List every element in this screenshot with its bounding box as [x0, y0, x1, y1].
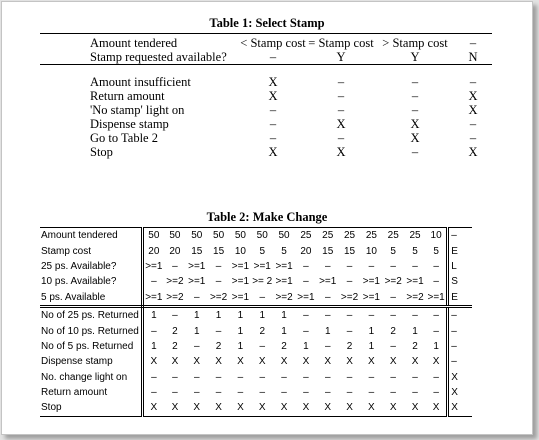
table-cell: –	[390, 340, 396, 352]
table-cell: 1	[412, 325, 418, 337]
row-label: 25 ps. Available?	[40, 259, 142, 274]
table-cell: –	[172, 310, 178, 322]
table-row	[40, 385, 472, 400]
table-cell: X	[432, 356, 440, 368]
table-cell: 1	[237, 340, 244, 352]
table-cell: >=2	[273, 290, 295, 307]
table-cell: –	[433, 387, 439, 399]
table-cell: 1	[368, 325, 375, 337]
table-cell: –	[390, 260, 396, 272]
table-cell: 1	[281, 310, 287, 322]
table-cell: –	[240, 50, 306, 65]
table-cell: L	[448, 259, 472, 274]
table-cell: X	[411, 356, 419, 368]
table-cell: –	[346, 387, 353, 399]
table-cell: –	[448, 354, 472, 369]
table-cell: –	[172, 387, 178, 399]
table-cell: –	[303, 276, 309, 288]
table-cell: E	[448, 290, 472, 307]
table-cell: >=1	[275, 260, 293, 272]
table-cell: –	[337, 75, 345, 89]
table-cell: –	[151, 387, 157, 399]
table-cell: 5	[259, 245, 266, 257]
table-cell: –	[303, 310, 309, 322]
row-label: Amount tendered	[40, 34, 240, 51]
table-cell: –	[337, 89, 345, 103]
table-cell: 1	[237, 310, 244, 322]
table-cell: 50	[142, 228, 164, 244]
table-cell: –	[448, 228, 472, 244]
table-cell: –	[368, 387, 375, 399]
table-cell: X	[468, 103, 478, 117]
row-label: 'No stamp' light on	[90, 103, 185, 117]
table-cell: X	[317, 400, 339, 416]
table-cell: –	[469, 75, 477, 89]
table-cell: X	[273, 400, 295, 416]
table-cell: –	[251, 290, 273, 307]
row-label: Stop	[90, 145, 113, 159]
table-cell: X	[150, 356, 158, 368]
table-cell: 2	[172, 340, 178, 352]
table-cell: –	[237, 387, 244, 399]
table-cell: X	[404, 400, 426, 416]
row-label: Stop	[40, 400, 142, 416]
table-cell: –	[411, 75, 419, 89]
table-cell: –	[412, 371, 418, 383]
table-cell: 15	[322, 245, 334, 257]
spacer-cell	[454, 65, 492, 76]
table-cell: X	[164, 400, 186, 416]
table-cell: >=1	[253, 260, 271, 272]
table-cell: 15	[191, 245, 203, 257]
table-cell: X	[448, 400, 472, 416]
table-cell: –	[269, 103, 277, 117]
table-cell: 1	[193, 325, 200, 337]
document-page	[1, 1, 533, 435]
row-label: Return amount	[90, 89, 165, 103]
table-cell: X	[251, 400, 273, 416]
table-cell: 2	[346, 340, 353, 352]
table-cell: –	[390, 371, 396, 383]
table-cell: X	[426, 400, 448, 416]
table-cell: –	[215, 371, 222, 383]
table-cell: –	[259, 371, 266, 383]
table-cell: 1	[368, 340, 375, 352]
table-cell: –	[337, 103, 345, 117]
table-cell: –	[259, 340, 266, 352]
table-cell: 1	[324, 325, 331, 337]
table-cell: –	[382, 290, 404, 307]
table-cell: –	[303, 387, 309, 399]
row-label: No. change light on	[40, 370, 142, 385]
table-cell: –	[281, 371, 287, 383]
table-row	[40, 306, 472, 323]
table-cell: X	[410, 117, 420, 131]
table-cell: –	[346, 325, 353, 337]
table-cell: >=2	[384, 276, 402, 288]
table-cell: X	[468, 145, 478, 159]
spacer-cell	[240, 65, 306, 76]
table-cell: –	[346, 276, 353, 288]
table-cell: –	[412, 387, 418, 399]
table-cell: X	[258, 356, 266, 368]
table-cell: –	[324, 340, 331, 352]
spacer-cell	[40, 65, 240, 76]
table-cell: X	[410, 131, 420, 145]
table-row	[40, 131, 492, 145]
table-cell: 10	[234, 245, 246, 257]
table-cell: X	[339, 400, 361, 416]
table-cell: 25	[404, 228, 426, 244]
spacer-row	[40, 65, 492, 76]
table-cell: 25	[360, 228, 382, 244]
table-cell: –	[346, 260, 353, 272]
table-cell: 2	[172, 325, 178, 337]
table-cell: –	[303, 371, 309, 383]
table-cell: X	[360, 400, 382, 416]
table-cell: 1	[151, 310, 157, 322]
table-cell: –	[448, 306, 472, 323]
table-cell: 2	[215, 340, 222, 352]
table-cell: 25	[317, 228, 339, 244]
table-cell: –	[324, 371, 331, 383]
table-cell: –	[433, 325, 439, 337]
table1-body	[40, 34, 492, 160]
table-row	[40, 339, 472, 354]
table-cell: –	[172, 371, 178, 383]
table-cell: 20	[148, 245, 160, 257]
table-cell: –	[193, 371, 200, 383]
table-cell: X	[389, 356, 397, 368]
table-cell: 5	[390, 245, 396, 257]
table-cell: –	[448, 339, 472, 354]
table-cell: –	[215, 276, 222, 288]
table-cell: 1	[215, 310, 222, 322]
table-cell: X	[268, 145, 278, 159]
table-cell: >=1	[295, 290, 317, 307]
table-cell: 20	[300, 245, 312, 257]
row-label: No of 25 ps. Returned	[40, 306, 142, 323]
table-cell: X	[171, 356, 179, 368]
table-cell: Y	[376, 50, 454, 65]
table-cell: –	[412, 260, 418, 272]
table-cell: >=2	[166, 276, 184, 288]
table-cell: X	[448, 385, 472, 400]
table-row	[40, 89, 492, 103]
table-cell: 1	[303, 340, 309, 352]
table-cell: X	[336, 145, 346, 159]
table-cell: –	[317, 290, 339, 307]
table-cell: X	[280, 356, 288, 368]
table-row	[40, 117, 492, 131]
table-row	[40, 354, 472, 369]
table-cell: –	[269, 131, 277, 145]
table-row	[40, 370, 472, 385]
table-cell: –	[186, 290, 208, 307]
table-cell: 1	[237, 325, 244, 337]
table-row	[40, 259, 472, 274]
table-cell: –	[193, 340, 200, 352]
table-cell: >=2	[404, 290, 426, 307]
table-cell: –	[151, 371, 157, 383]
table-cell: –	[346, 310, 353, 322]
table-cell: –	[454, 34, 492, 51]
row-label: Return amount	[40, 385, 142, 400]
table-cell: >=1	[362, 276, 380, 288]
table-cell: –	[368, 260, 375, 272]
row-label: No of 10 ps. Returned	[40, 323, 142, 338]
table-cell: –	[469, 117, 477, 131]
table-cell: 25	[339, 228, 361, 244]
table-cell: >= 2	[252, 276, 273, 288]
table-cell: X	[142, 400, 164, 416]
table-cell: X	[268, 75, 278, 89]
table-row	[40, 103, 492, 117]
table-cell: –	[172, 260, 178, 272]
table-cell: –	[433, 260, 439, 272]
table-cell: –	[151, 325, 157, 337]
table-cell: 5	[433, 245, 439, 257]
table-cell: –	[433, 276, 439, 288]
table-cell: X	[193, 356, 201, 368]
table-cell: X	[336, 117, 346, 131]
table-cell: –	[324, 387, 331, 399]
table-cell: –	[390, 387, 396, 399]
table-cell: 1	[433, 340, 439, 352]
table-cell: X	[346, 356, 353, 368]
table-row	[40, 75, 492, 89]
table-cell: –	[368, 310, 375, 322]
table-cell: > Stamp cost	[376, 34, 454, 51]
table-cell: 2	[412, 340, 418, 352]
table-cell: –	[324, 310, 331, 322]
table-cell: –	[433, 371, 439, 383]
table-cell: 50	[251, 228, 273, 244]
table-cell: –	[151, 276, 157, 288]
row-label: Amount insufficient	[90, 75, 191, 89]
table1-select-stamp	[40, 33, 492, 159]
row-label: Amount tendered	[40, 228, 142, 244]
table-cell: 5	[412, 245, 418, 257]
table-cell: < Stamp cost	[240, 34, 306, 51]
table2-make-change	[40, 227, 472, 417]
table-cell: 10	[365, 245, 377, 257]
table-cell: >=2	[164, 290, 186, 307]
table-cell: 2	[390, 325, 396, 337]
table-cell: X	[468, 89, 478, 103]
table-cell: X	[448, 370, 472, 385]
table-cell: >=1	[275, 276, 293, 288]
table-row	[40, 145, 492, 159]
table-cell: S	[448, 274, 472, 289]
table-cell: >=1	[142, 290, 164, 307]
table-cell: –	[215, 325, 222, 337]
table-cell: 50	[230, 228, 252, 244]
table-cell: X	[268, 89, 278, 103]
table-cell: 50	[186, 228, 208, 244]
table-cell: –	[448, 323, 472, 338]
table-cell: X	[368, 356, 375, 368]
table-cell: X	[237, 356, 244, 368]
table-cell: X	[295, 400, 317, 416]
table-cell: >=1	[145, 260, 163, 272]
table-row	[40, 50, 492, 65]
table-cell: –	[193, 387, 200, 399]
table-cell: –	[411, 103, 419, 117]
table-cell: 2	[259, 325, 266, 337]
table-cell: –	[259, 387, 266, 399]
table-cell: –	[269, 117, 277, 131]
table-cell: 1	[259, 310, 266, 322]
table-cell: 1	[193, 310, 200, 322]
table-cell: –	[412, 310, 418, 322]
table-cell: –	[281, 387, 287, 399]
table-cell: 1	[281, 325, 287, 337]
table-cell: >=1	[231, 260, 250, 272]
table-cell: –	[337, 131, 345, 145]
table-cell: >=1	[360, 290, 382, 307]
table-cell: 5	[281, 245, 287, 257]
table-cell: >=2	[208, 290, 230, 307]
table-cell: >=1	[231, 276, 250, 288]
table-cell: 25	[295, 228, 317, 244]
table-row	[40, 228, 472, 244]
row-label: Dispense stamp	[90, 117, 169, 131]
table2-body	[40, 228, 472, 417]
table-cell: X	[208, 400, 230, 416]
table-row	[40, 34, 492, 51]
row-label: Go to Table 2	[90, 131, 158, 145]
table-cell: 15	[343, 245, 356, 257]
table-cell: –	[411, 145, 419, 159]
table-cell: 20	[169, 245, 181, 257]
table-cell: >=1	[188, 276, 206, 288]
table-cell: –	[433, 310, 439, 322]
table-cell: –	[411, 89, 419, 103]
table-cell: X	[215, 356, 222, 368]
table-cell: X	[324, 356, 332, 368]
table-cell: –	[303, 325, 309, 337]
table-cell: = Stamp cost	[306, 34, 376, 51]
table-row	[40, 290, 472, 307]
table2-caption: Table 2: Make Change	[206, 210, 328, 224]
table-cell: >=1	[319, 276, 337, 288]
row-label: 10 ps. Available?	[40, 274, 142, 289]
spacer-cell	[306, 65, 376, 76]
table-cell: –	[324, 260, 331, 272]
row-label: Stamp cost	[40, 243, 142, 258]
table-row	[40, 323, 472, 338]
table-cell: Y	[306, 50, 376, 65]
row-label: No of 5 ps. Returned	[40, 339, 142, 354]
table-cell: –	[215, 387, 222, 399]
table-cell: E	[448, 243, 472, 258]
table-cell: –	[346, 371, 353, 383]
row-label: 5 ps. Available	[40, 290, 142, 307]
table-cell: –	[390, 310, 396, 322]
table-row	[40, 243, 472, 258]
table-cell: –	[368, 371, 375, 383]
table-row	[40, 274, 472, 289]
table1-caption: Table 1: Select Stamp	[209, 16, 325, 30]
table-cell: –	[215, 260, 222, 272]
spacer-cell	[376, 65, 454, 76]
table-cell: N	[454, 50, 492, 65]
table-cell: 50	[208, 228, 230, 244]
table-cell: 10	[426, 228, 448, 244]
table-cell: –	[303, 260, 309, 272]
table-cell: –	[237, 371, 244, 383]
table-cell: 25	[382, 228, 404, 244]
table-cell: X	[186, 400, 208, 416]
table-cell: >=1	[230, 290, 252, 307]
row-label: Stamp requested available?	[40, 50, 240, 65]
table-cell: >=1	[188, 260, 206, 272]
table-cell: X	[302, 356, 310, 368]
table-cell: >=1	[406, 276, 424, 288]
table-cell: >=1	[426, 290, 448, 307]
table-cell: 50	[164, 228, 186, 244]
table-cell: >=2	[339, 290, 361, 307]
table-cell: 50	[273, 228, 295, 244]
table-cell: –	[469, 131, 477, 145]
table-cell: X	[230, 400, 252, 416]
table-cell: X	[382, 400, 404, 416]
row-label: Dispense stamp	[40, 354, 142, 369]
table-row	[40, 400, 472, 416]
table-cell: 2	[281, 340, 287, 352]
table-cell: 15	[213, 245, 225, 257]
table-cell: 1	[151, 340, 157, 352]
